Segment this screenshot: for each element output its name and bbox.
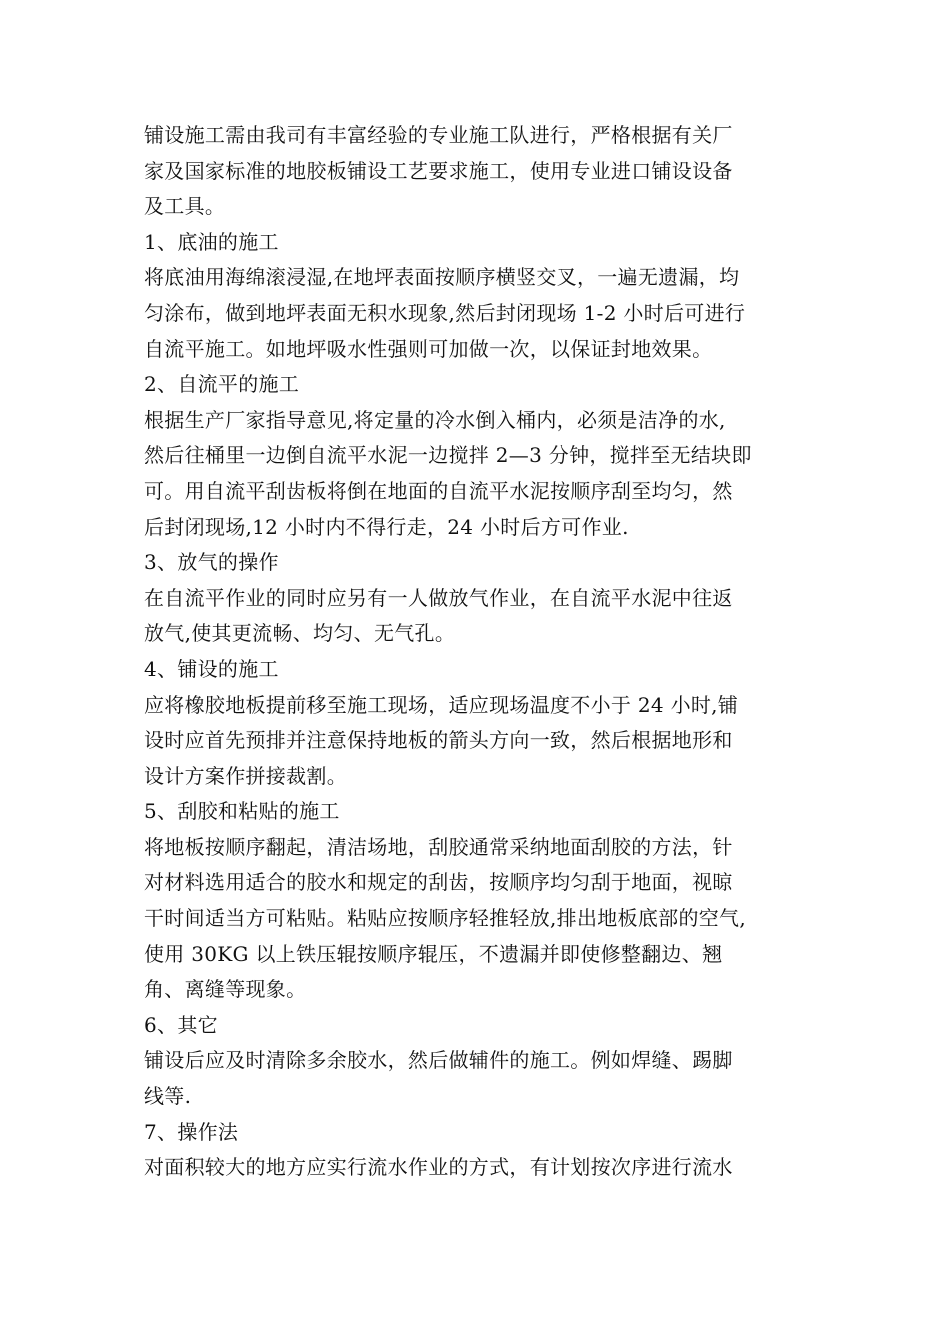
section-heading: 2、自流平的施工 bbox=[144, 372, 300, 397]
section-heading: 4、铺设的施工 bbox=[144, 656, 279, 681]
text-line: 使用 30KG 以上铁压辊按顺序辊压，不遗漏并即使修整翻边、翘 bbox=[144, 941, 723, 966]
section-heading: 7、操作法 bbox=[144, 1119, 239, 1144]
text-line: 对面积较大的地方应实行流水作业的方式，有计划按次序进行流水 bbox=[144, 1155, 733, 1180]
text-line: 应将橡胶地板提前移至施工现场，适应现场温度不小于 24 小时,铺 bbox=[144, 692, 739, 717]
section-heading: 6、其它 bbox=[144, 1012, 218, 1037]
text-line: 将地板按顺序翻起，清洁场地，刮胶通常采纳地面刮胶的方法，针 bbox=[144, 834, 733, 859]
text-line: 可。用自流平刮齿板将倒在地面的自流平水泥按顺序刮至均匀，然 bbox=[144, 478, 733, 503]
text-line: 将底油用海绵滚浸湿,在地坪表面按顺序横竖交叉，一遍无遗漏，均 bbox=[144, 265, 740, 290]
text-line: 然后往桶里一边倒自流平水泥一边搅拌 2—3 分钟，搅拌至无结块即 bbox=[144, 443, 752, 468]
section-heading: 3、放气的操作 bbox=[144, 550, 279, 575]
section-heading: 5、刮胶和粘贴的施工 bbox=[144, 799, 340, 824]
text-line: 在自流平作业的同时应另有一人做放气作业，在自流平水泥中往返 bbox=[144, 585, 733, 610]
document-body bbox=[144, 118, 824, 1186]
text-line: 根据生产厂家指导意见,将定量的冷水倒入桶内，必须是洁净的水, bbox=[144, 407, 726, 432]
text-line: 干时间适当方可粘贴。粘贴应按顺序轻推轻放,排出地板底部的空气, bbox=[144, 906, 747, 931]
text-line: 匀涂布，做到地坪表面无积水现象,然后封闭现场 1-2 小时后可进行 bbox=[144, 300, 746, 325]
text-line: 后封闭现场,12 小时内不得行走，24 小时后方可作业. bbox=[144, 514, 629, 539]
text-line: 家及国家标准的地胶板铺设工艺要求施工，使用专业进口铺设设备 bbox=[144, 158, 733, 183]
text-line: 对材料选用适合的胶水和规定的刮齿，按顺序均匀刮于地面，视晾 bbox=[144, 870, 733, 895]
text-line: 线等. bbox=[144, 1084, 192, 1109]
text-line: 铺设施工需由我司有丰富经验的专业施工队进行，严格根据有关厂 bbox=[144, 123, 733, 147]
text-line: 放气,使其更流畅、均匀、无气孔。 bbox=[144, 621, 456, 646]
text-line: 自流平施工。如地坪吸水性强则可加做一次，以保证封地效果。 bbox=[144, 336, 713, 361]
text-line: 设时应首先预排并注意保持地板的箭头方向一致，然后根据地形和 bbox=[144, 728, 733, 753]
text-line: 设计方案作拼接裁割。 bbox=[144, 763, 347, 788]
text-line: 及工具。 bbox=[144, 194, 226, 219]
section-heading: 1、底油的施工 bbox=[144, 229, 279, 254]
text-line: 铺设后应及时清除多余胶水，然后做辅件的施工。例如焊缝、踢脚 bbox=[144, 1048, 733, 1073]
text-line: 角、离缝等现象。 bbox=[144, 977, 307, 1002]
